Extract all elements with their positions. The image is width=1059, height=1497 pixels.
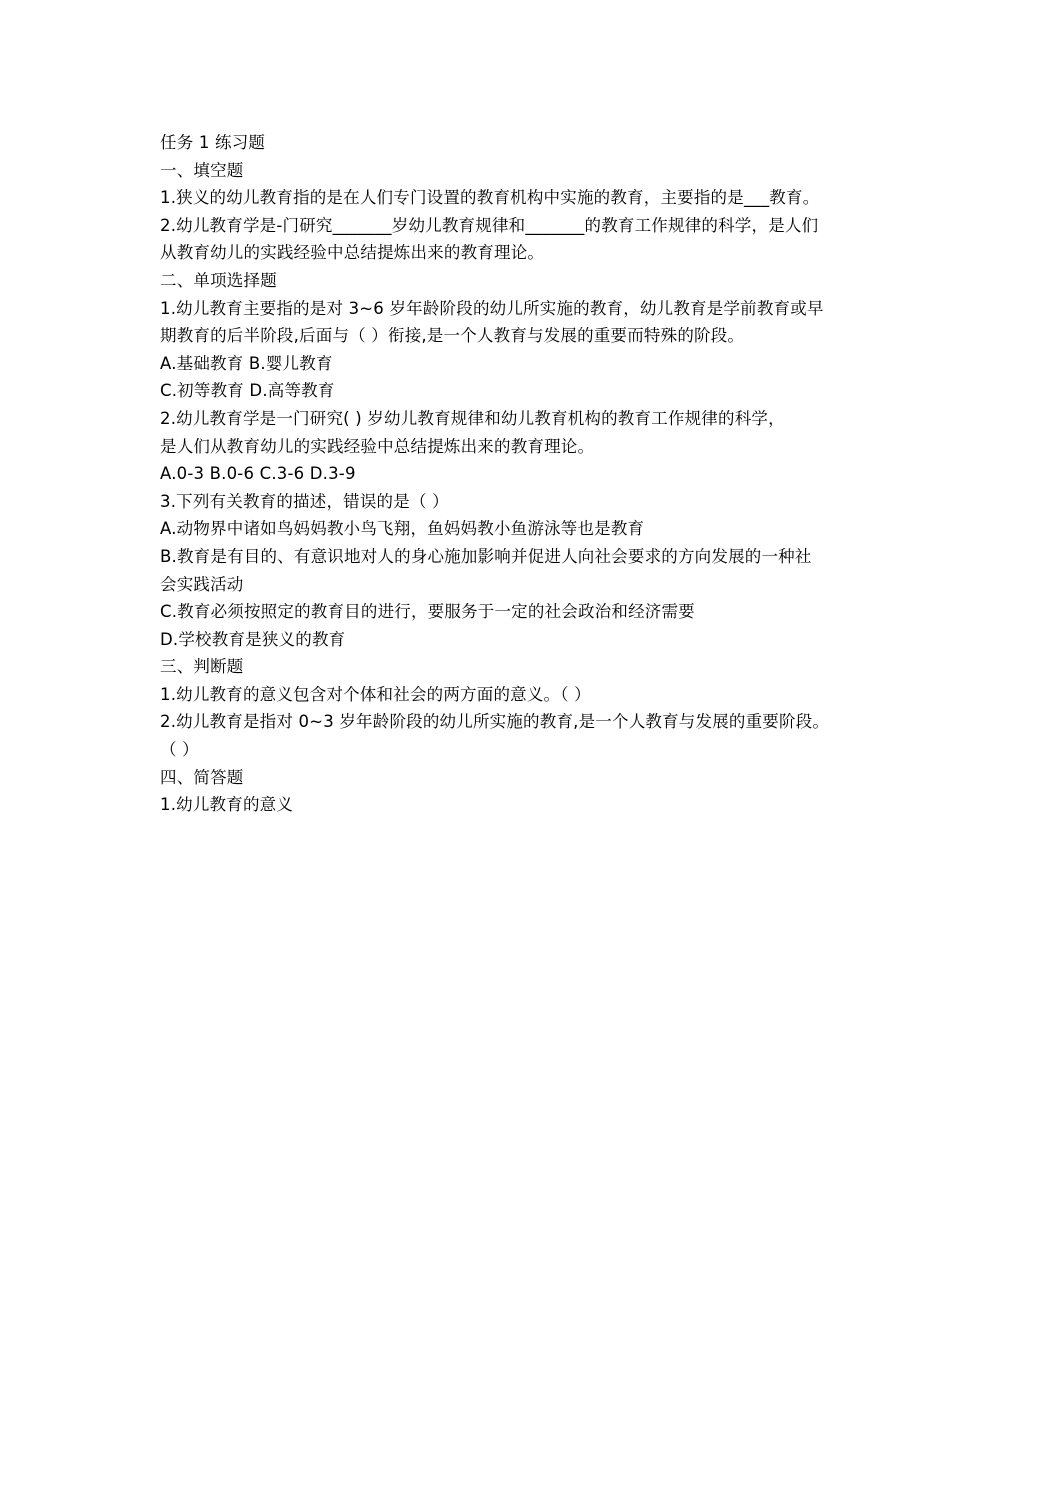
- answer-option: B.教育是有目的、有意识地对人的身心施加影响并促进人向社会要求的方向发展的一种社: [160, 546, 812, 566]
- answer-options: C.初等教育 D.高等教育: [160, 381, 335, 401]
- section-heading-true-false: 三、判断题: [160, 657, 244, 677]
- answer-bracket: （ ）: [160, 740, 199, 760]
- question-text: 1.幼儿教育主要指的是对 3~6 岁年龄阶段的幼儿所实施的教育，幼儿教育是学前教育或早: [160, 298, 824, 318]
- document-title: 任务 1 练习题: [160, 133, 266, 152]
- question-text-continuation: 期教育的后半阶段,后面与（ ）衔接,是一个人教育与发展的重要而特殊的阶段。: [160, 326, 745, 346]
- answer-options: A.基础教育 B.婴儿教育: [160, 353, 333, 373]
- section-heading-single-choice: 二、单项选择题: [160, 270, 277, 290]
- document-page: [160, 129, 905, 819]
- question-text: 1.狭义的幼儿教育指的是在人们专门设置的教育机构中实施的教育，主要指的是___教育。: [160, 188, 820, 208]
- question-text: 3.下列有关教育的描述，错误的是（ ）: [160, 491, 449, 511]
- question-text: 1.幼儿教育的意义包含对个体和社会的两方面的意义。（ ）: [160, 684, 591, 704]
- question-text-continuation: 从教育幼儿的实践经验中总结提炼出来的教育理论。: [160, 243, 545, 263]
- question-text: 2.幼儿教育学是一门研究( ) 岁幼儿教育规律和幼儿教育机构的教育工作规律的科学，: [160, 408, 785, 428]
- question-text: 2.幼儿教育是指对 0~3 岁年龄阶段的幼儿所实施的教育,是一个人教育与发展的重要阶段。: [160, 712, 830, 732]
- question-text: 2.幼儿教育学是-门研究_______岁幼儿教育规律和_______的教育工作规律的科学，是人们: [160, 215, 819, 235]
- question-text-continuation: 是人们从教育幼儿的实践经验中总结提炼出来的教育理论。: [160, 436, 595, 456]
- answer-options: A.0-3 B.0-6 C.3-6 D.3-9: [160, 464, 356, 484]
- answer-option-continuation: 会实践活动: [160, 574, 244, 594]
- answer-option: A.动物界中诸如鸟妈妈教小鸟飞翔，鱼妈妈教小鱼游泳等也是教育: [160, 519, 645, 539]
- answer-option: C.教育必须按照定的教育目的进行，要服务于一定的社会政治和经济需要: [160, 602, 695, 622]
- answer-option: D.学校教育是狭义的教育: [160, 629, 346, 649]
- question-text: 1.幼儿教育的意义: [160, 795, 294, 815]
- section-heading-fill-blank: 一、填空题: [160, 160, 244, 180]
- section-heading-short-answer: 四、简答题: [160, 767, 244, 787]
